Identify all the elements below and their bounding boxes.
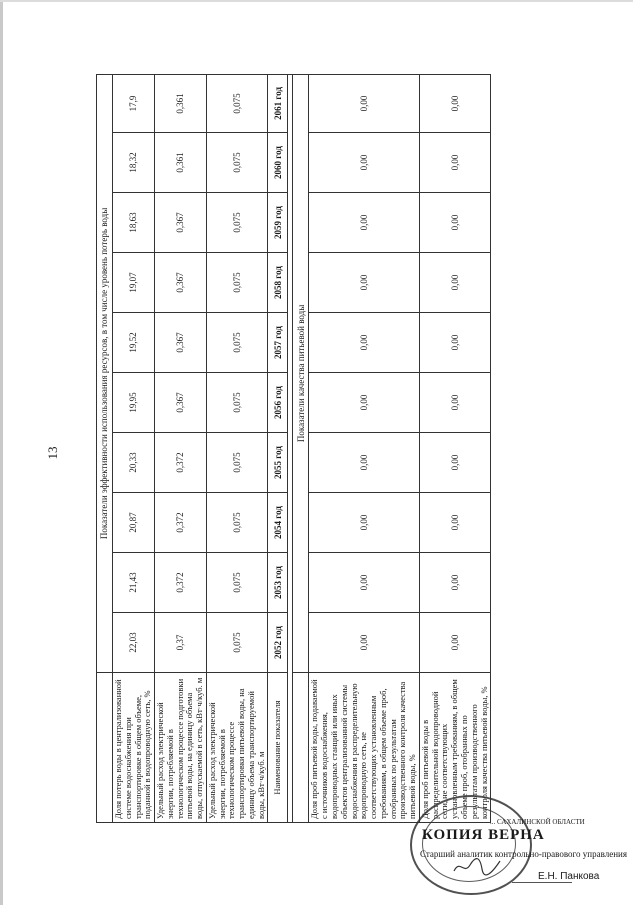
value-cell: 0,367 [155, 373, 207, 433]
handwritten-signature [452, 855, 502, 877]
value-cell: 0,075 [206, 553, 268, 613]
value-cell: 0,00 [309, 613, 419, 673]
section-blank-cell [293, 673, 309, 823]
value-cell: 0,075 [206, 313, 268, 373]
value-cell: 0,00 [419, 193, 490, 253]
section-row [97, 74, 113, 822]
value-cell: 0,00 [419, 253, 490, 313]
value-cell: 0,367 [155, 253, 207, 313]
table-body [97, 74, 491, 822]
indicator-name-cell: Удельный расход электрической энергии, потребляемой в технологическом процессе транспортировки питьевой воды, на единицу объема транспортируемой воды, кВт·ч/куб. м [206, 673, 268, 823]
value-cell: 0,00 [419, 433, 490, 493]
value-cell: 0,361 [155, 74, 207, 132]
value-cell: 0,00 [309, 253, 419, 313]
certification-stamp-text: ... САХАЛИНСКОЙ ОБЛАСТИ [490, 818, 585, 826]
value-cell: 0,372 [155, 493, 207, 553]
value-cell: 21,43 [113, 553, 155, 613]
value-cell: 0,075 [206, 493, 268, 553]
year-header-cell: 2056 год [268, 373, 288, 433]
value-cell: 0,075 [206, 193, 268, 253]
value-cell: 0,00 [309, 133, 419, 193]
value-cell: 0,00 [309, 553, 419, 613]
value-cell: 0,372 [155, 433, 207, 493]
table-row [309, 74, 419, 822]
value-cell: 0,372 [155, 553, 207, 613]
year-header-cell: 2058 год [268, 253, 288, 313]
value-cell: 18,32 [113, 133, 155, 193]
value-cell: 17,9 [113, 74, 155, 132]
value-cell: 0,075 [206, 373, 268, 433]
value-cell: 20,33 [113, 433, 155, 493]
value-cell: 0,00 [309, 74, 419, 132]
table-row [155, 74, 207, 822]
section-title-quality: Показатели качества питьевой воды [293, 74, 309, 672]
value-cell: 0,37 [155, 613, 207, 673]
value-cell: 0,075 [206, 253, 268, 313]
certification-title: КОПИЯ ВЕРНА [422, 827, 545, 843]
rotated-table-container [96, 75, 489, 823]
value-cell: 0,00 [309, 493, 419, 553]
year-header-row [268, 74, 288, 822]
page-number: 13 [45, 446, 60, 460]
value-cell: 0,00 [419, 74, 490, 132]
value-cell: 0,00 [419, 313, 490, 373]
indicator-name-cell: Доля потерь воды в централизованной системе водоснабжения при транспортировке в общем объеме, поданной в водопроводную сеть, % [113, 673, 155, 823]
indicator-name-cell: Доля проб питьевой воды, подаваемой с источников водоснабжения, водопроводных станций или иных объектов централизованной системы водоснабжения в распределительную водопроводную сеть, не соответствующих установленным требованиям, в общем объеме проб, отобранных по результатам производственного контроля качества питьевой воды, % [309, 673, 419, 823]
year-header-cell: 2060 год [268, 133, 288, 193]
value-cell: 19,07 [113, 253, 155, 313]
value-cell: 19,95 [113, 373, 155, 433]
value-cell: 0,361 [155, 133, 207, 193]
table-row [419, 74, 490, 822]
scan-left-edge [0, 0, 3, 905]
value-cell: 0,367 [155, 193, 207, 253]
indicator-name-cell: Удельный расход электрической энергии, потребляемой в технологическом процессе подготовки питьевой воды, на единицу объема воды, отпускаемой в сеть, кВт·ч/куб. м [155, 673, 207, 823]
indicator-name-cell: Доля проб питьевой воды в распределительной водопроводной сети, не соответствующих установленным требованиям, в общем объеме проб, отобранных по результатам производственного контроля качества питьевой воды, % [419, 673, 490, 823]
value-cell: 0,00 [419, 553, 490, 613]
value-cell: 0,075 [206, 74, 268, 132]
value-cell: 18,63 [113, 193, 155, 253]
value-cell: 22,03 [113, 613, 155, 673]
value-cell: 0,00 [309, 373, 419, 433]
year-header-cell: 2055 год [268, 433, 288, 493]
certification-name: Е.Н. Панкова [538, 871, 600, 882]
value-cell: 0,00 [419, 133, 490, 193]
year-header-cell: 2057 год [268, 313, 288, 373]
indicators-table [96, 74, 491, 823]
year-header-cell: 2059 год [268, 193, 288, 253]
value-cell: 0,00 [309, 433, 419, 493]
scan-top-edge [0, 0, 633, 2]
value-cell: 0,00 [419, 613, 490, 673]
value-cell: 0,075 [206, 133, 268, 193]
value-cell: 0,367 [155, 313, 207, 373]
table-row [206, 74, 268, 822]
section-title-efficiency: Показатели эффективности использования ресурсов, в том числе уровень потерь воды [97, 74, 113, 672]
certification-position: Старший аналитик контрольно-правового управления [420, 849, 627, 859]
year-header-cell: 2054 год [268, 493, 288, 553]
value-cell: 0,00 [309, 313, 419, 373]
column-header-name: Наименование показателя [268, 673, 288, 823]
value-cell: 0,075 [206, 613, 268, 673]
year-header-cell: 2052 год [268, 613, 288, 673]
value-cell: 0,00 [419, 373, 490, 433]
year-header-cell: 2061 год [268, 74, 288, 132]
year-header-cell: 2053 год [268, 553, 288, 613]
value-cell: 19,52 [113, 313, 155, 373]
table-row [113, 74, 155, 822]
value-cell: 0,00 [419, 493, 490, 553]
section-blank-cell [97, 673, 113, 823]
value-cell: 0,00 [309, 193, 419, 253]
value-cell: 0,075 [206, 433, 268, 493]
section-row [293, 74, 309, 822]
value-cell: 20,87 [113, 493, 155, 553]
